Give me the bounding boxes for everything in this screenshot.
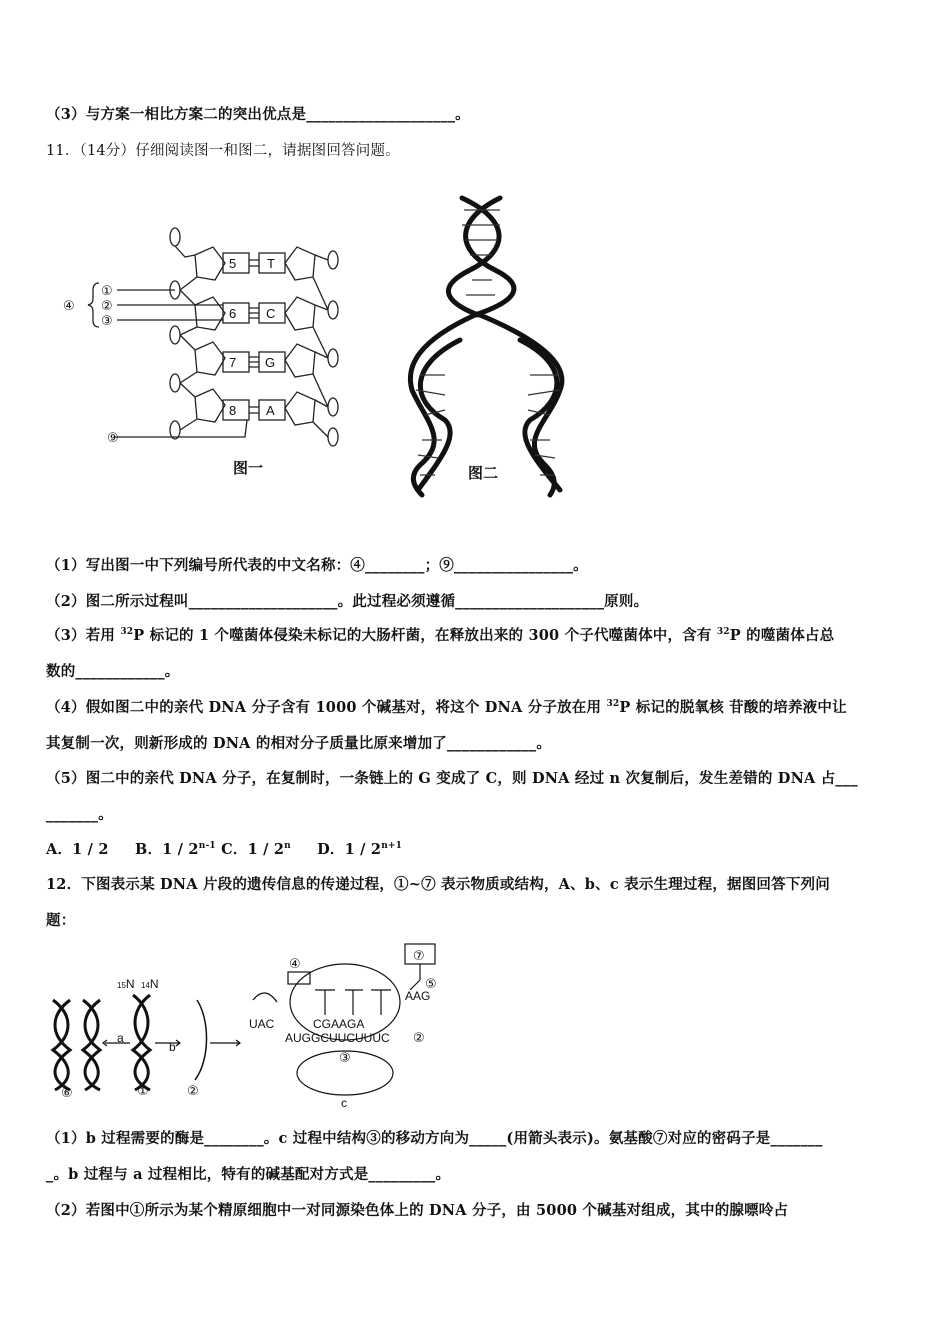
q11-part5-line1: （5）图二中的亲代 DNA 分子，在复制时，一条链上的 G 变成了 C，则 DNA 经过 n 次复制后，发生差错的 DNA 占___ [46,770,858,787]
process-a: a [117,1031,124,1045]
q11-part4-line1: （4）假如图二中的亲代 DNA 分子含有 1000 个碱基对，将这个 DNA 分子放在用 $^{32}$P 标记的脱氧核 苷酸的培养液中让 [46,699,847,716]
option-d: D．$1 / 2^{n+1}$ [317,841,403,858]
dna-replication-figure-2 [400,190,580,500]
q11-part4-line2: 其复制一次，则新形成的 DNA 的相对分子质量比原来增加了____________。 [46,735,552,752]
n15-label: 15N [117,977,135,991]
label-9: ⑨ [107,430,119,445]
label-3: ③ [339,1050,351,1065]
mrna-sequence: AUGGCUUCUUUC [285,1031,390,1045]
sugar-pentagon [195,297,225,330]
label-6: ⑥ [61,1085,73,1100]
q12-title-line1: 12．下图表示某 DNA 片段的遗传信息的传递过程，①~⑦ 表示物质或结构，A、b、c 表示生理过程，据图回答下列问 [46,876,830,893]
sugar-pentagon [285,392,315,425]
q11-part2: （2）图二所示过程叫____________________。此过程必须遵循____________________原则。 [46,593,649,610]
label-3: ③ [101,313,113,328]
q11-part3-line1: （3）若用 $^{32}$P 标记的 1 个噬菌体侵染未标记的大肠杆菌，在释放出来的 300 个子代噬菌体中，含有 $^{32}$P 的噬菌体占总 [46,627,835,644]
sugar-pentagon [195,342,225,375]
label-4: ④ [289,956,301,971]
phosphate-oval [328,349,338,367]
label-2-right: ② [413,1030,425,1045]
base-T: T [267,256,275,271]
q12-part1-line2: _。b 过程与 a 过程相比，特有的碱基配对方式是_________。 [46,1166,451,1183]
num-6: 6 [229,306,237,321]
q12-part1-line1: （1）b 过程需要的酶是________。c 过程中结构③的移动方向为_____(用箭头表示)。氨基酸⑦对应的密码子是_______ [46,1130,823,1147]
q11-options [46,838,910,859]
figure-1-caption: 图一 [233,460,264,477]
gene-expression-figure [45,940,445,1110]
label-4: ④ [63,298,75,313]
num-8: 8 [229,403,237,418]
anticodon-aag: AAG [405,989,431,1003]
label-2: ② [101,298,113,313]
num-7: 7 [229,355,237,370]
phosphate-oval [328,398,338,416]
base-C: C [266,306,276,321]
option-b: B．1 / 2$^{n-1}$ [134,841,216,858]
dna-structure-figure-1 [55,215,355,485]
q11-title: 11．（14分）仔细阅读图一和图二，请据图回答问题。 [46,143,400,159]
sugar-pentagon [285,297,315,330]
sugar-pentagon [285,344,315,377]
phosphate-oval [170,228,180,246]
q11-part3-line2: 数的____________。 [46,663,180,680]
anticodon-uac: UAC [249,1017,275,1031]
label-1: ① [137,1083,149,1098]
process-b: b [169,1040,176,1054]
phosphate-oval [328,251,338,269]
process-c: c [341,1096,347,1110]
phosphate-oval [328,428,338,446]
q12-title-line2: 题： [46,912,76,929]
trna-anticodons: CGAAGA [313,1017,365,1031]
figure-2-caption: 图二 [468,465,499,482]
num-5: 5 [229,256,237,271]
label-1: ① [101,283,113,298]
phosphate-oval [170,326,180,344]
sugar-pentagon [285,247,315,280]
sugar-pentagon [195,389,225,422]
q10-part3: （3）与方案一相比方案二的突出优点是____________________。 [46,106,470,123]
option-a: A．1 / 2 [46,841,109,858]
label-7: ⑦ [413,948,425,963]
n14-label: 14N [141,977,159,991]
q11-part1: （1）写出图一中下列编号所代表的中文名称：④________；⑨________________。 [46,557,588,574]
label-2-left: ② [187,1083,199,1098]
q11-part5-line2: _______。 [46,806,113,823]
phosphate-oval [170,421,180,439]
phosphate-oval [328,301,338,319]
base-A: A [266,403,275,418]
label-5: ⑤ [425,976,437,991]
option-c: C．1 / 2$^n$ [221,841,291,858]
base-G: G [265,355,276,370]
q12-part2: （2）若图中①所示为某个精原细胞中一对同源染色体上的 DNA 分子，由 5000 个碱基对组成，其中的腺嘌呤占 [46,1202,789,1219]
sugar-pentagon [195,247,225,280]
phosphate-oval [170,374,180,392]
